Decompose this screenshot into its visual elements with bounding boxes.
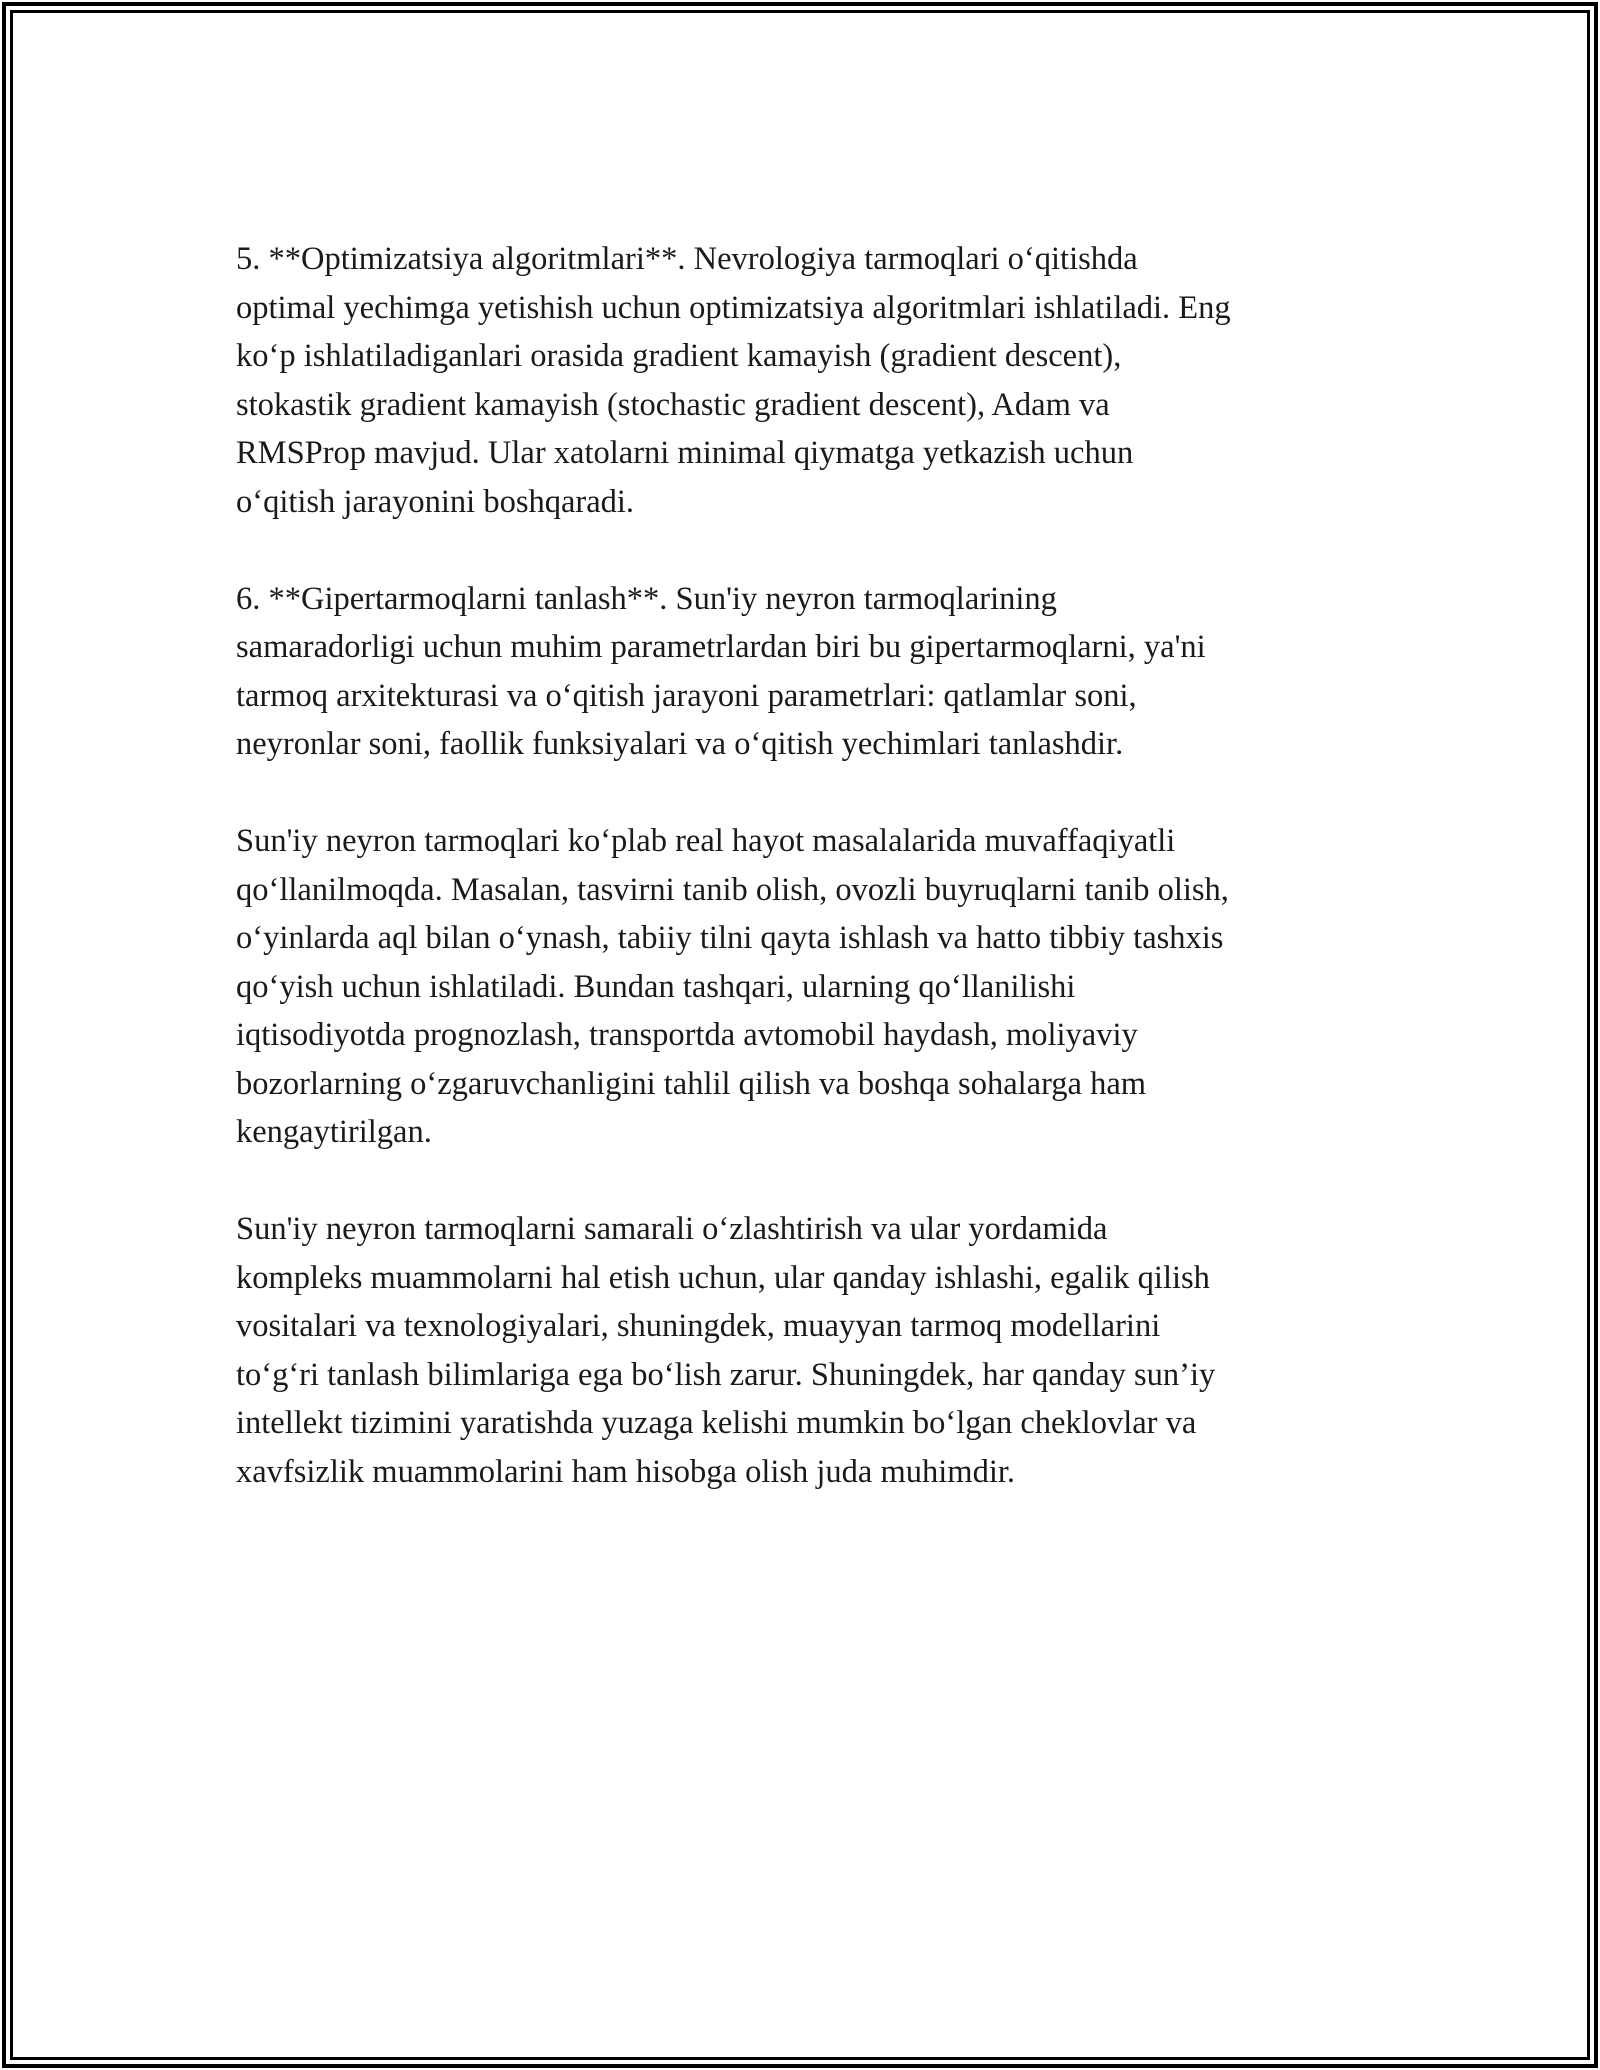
text-line: 6. **Gipertarmoqlarni tanlash**. Sun'iy neyron tarmoqlarining (236, 580, 1057, 617)
text-line: o‘yinlarda aql bilan o‘ynash, tabiiy tilni qayta ishlash va hatto tibbiy tashxis (236, 920, 1224, 956)
text-line: to‘g‘ri tanlash bilimlariga ega bo‘lish zarur. Shuningdek, har qanday sun’iy (236, 1356, 1216, 1393)
text-line: vositalari va texnologiyalari, shuningdek, muayyan tarmoq modellarini (236, 1308, 1161, 1344)
text-line: bozorlarning o‘zgaruvchanligini tahlil qilish va boshqa sohalarga ham (236, 1065, 1147, 1102)
text-line: qo‘yish uchun ishlatiladi. Bundan tashqari, ularning qo‘llanilishi (236, 968, 1076, 1005)
text-line: 5. **Optimizatsiya algoritmlari**. Nevrologiya tarmoqlari o‘qitishda (236, 241, 1138, 277)
paragraph-hyperparameter-selection (236, 575, 1386, 769)
text-line: ko‘p ishlatiladiganlari orasida gradient kamayish (gradient descent), (236, 338, 1122, 374)
text-line: kengaytirilgan. (236, 1114, 432, 1150)
text-line: RMSProp mavjud. Ular xatolarni minimal qiymatga yetkazish uchun (236, 435, 1134, 471)
text-line: samaradorligi uchun muhim parametrlardan biri bu gipertarmoqlarni, ya'ni (236, 629, 1206, 665)
text-line: qo‘llanilmoqda. Masalan, tasvirni tanib olish, ovozli buyruqlarni tanib olish, (236, 871, 1229, 908)
text-line: xavfsizlik muammolarini ham hisobga olish juda muhimdir. (236, 1453, 1016, 1490)
text-line: stokastik gradient kamayish (stochastic gradient descent), Adam va (236, 386, 1110, 423)
text-line: Sun'iy neyron tarmoqlari ko‘plab real hayot masalalarida muvaffaqiyatli (236, 823, 1176, 859)
paragraph-applications (236, 817, 1386, 1157)
paragraph-conclusion (236, 1205, 1386, 1496)
text-line: o‘qitish jarayonini boshqaradi. (236, 483, 635, 520)
text-line: tarmoq arxitekturasi va o‘qitish jarayoni parametrlari: qatlamlar soni, (236, 677, 1137, 714)
text-line: iqtisodiyotda prognozlash, transportda avtomobil haydash, moliyaviy (236, 1017, 1138, 1053)
document-body (236, 235, 1386, 1545)
text-line: optimal yechimga yetishish uchun optimizatsiya algoritmlari ishlatiladi. Eng (236, 289, 1231, 326)
text-line: neyronlar soni, faollik funksiyalari va o‘qitish yechimlari tanlashdir. (236, 726, 1124, 762)
paragraph-optimization-algorithms (236, 235, 1386, 526)
text-line: intellekt tizimini yaratishda yuzaga kelishi mumkin bo‘lgan cheklovlar va (236, 1405, 1197, 1441)
text-line: kompleks muammolarni hal etish uchun, ular qanday ishlashi, egalik qilish (236, 1259, 1210, 1296)
text-line: Sun'iy neyron tarmoqlarni samarali o‘zlashtirish va ular yordamida (236, 1211, 1108, 1247)
